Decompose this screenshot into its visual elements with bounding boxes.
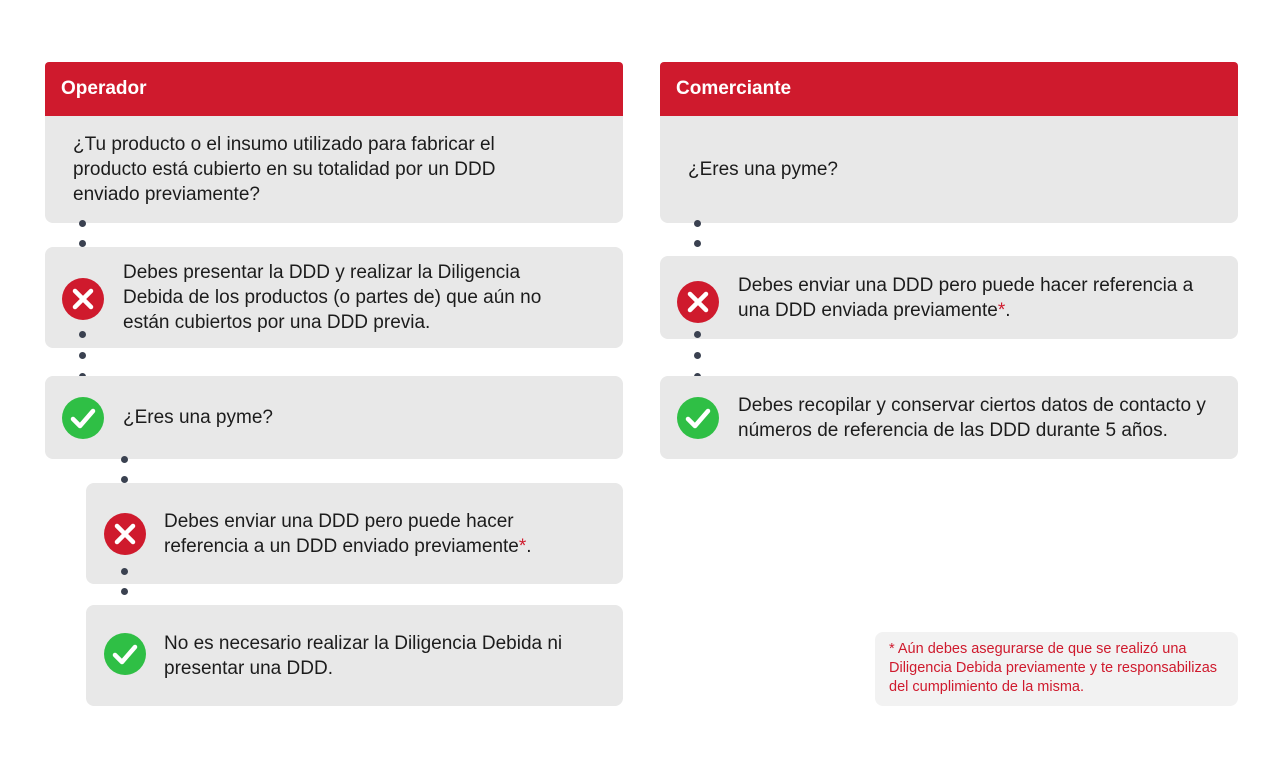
footnote-text: * Aún debes asegurarse de que se realizó una Diligencia Debida previamente y te responsabilizas del cumplimiento de la misma. [889,641,1218,695]
connector-dot [79,331,86,338]
connector-dot [79,352,86,359]
operador-pyme-yes-text: No es necesario realizar la Diligencia Debida ni presentar una DDD. [164,632,563,679]
asterisk-mark: * [997,299,1006,321]
x-circle-icon [104,513,146,555]
connector-dot [694,352,701,359]
x-circle-icon [62,278,104,320]
connector-dot [79,220,86,227]
operador-question-box [45,116,623,223]
comerciante-yes-text: Debes recopilar y conservar ciertos datos de contacto y números de referencia de las DDD durante 5 años. [738,394,1206,441]
comerciante-yes-card [660,376,1238,459]
operador-yes-card [45,376,623,459]
comerciante-question: ¿Eres una pyme? [688,159,838,180]
connector-dot [79,240,86,247]
operador-pyme-no-text: Debes enviar una DDD pero puede hacer referencia a un DDD enviado previamente*. [164,510,532,557]
connector-dot [694,331,701,338]
comerciante-question-box [660,116,1238,223]
connector-dot [694,240,701,247]
operador-yes-question: ¿Eres una pyme? [123,407,273,428]
x-circle-icon [677,281,719,323]
comerciante-no-card [660,256,1238,339]
connector-dot [121,476,128,483]
check-circle-icon [104,633,146,675]
operador-no-text: Debes presentar la DDD y realizar la Diligencia Debida de los productos (o partes de) que aún no están cubiertos por una DDD previa. [123,262,542,333]
operador-title: Operador [61,78,147,99]
operador-question: ¿Tu producto o el insumo utilizado para fabricar el producto está cubierto en su totalidad por un DDD enviado previamente? [73,134,496,205]
connector-dot [121,588,128,595]
check-circle-icon [677,397,719,439]
asterisk-mark: * [518,535,527,557]
connector-dot [121,456,128,463]
comerciante-no-text: Debes enviar una DDD pero puede hacer referencia a una DDD enviada previamente*. [738,274,1194,321]
operador-pyme-no-card [86,483,623,584]
comerciante-title: Comerciante [676,78,792,99]
connector-dot [121,568,128,575]
comerciante-header [660,62,1238,116]
operador-header [45,62,623,116]
connector-dot [694,220,701,227]
footnote [875,632,1238,706]
operador-no-card [45,247,623,348]
operador-pyme-yes-card [86,605,623,706]
check-circle-icon [62,397,104,439]
